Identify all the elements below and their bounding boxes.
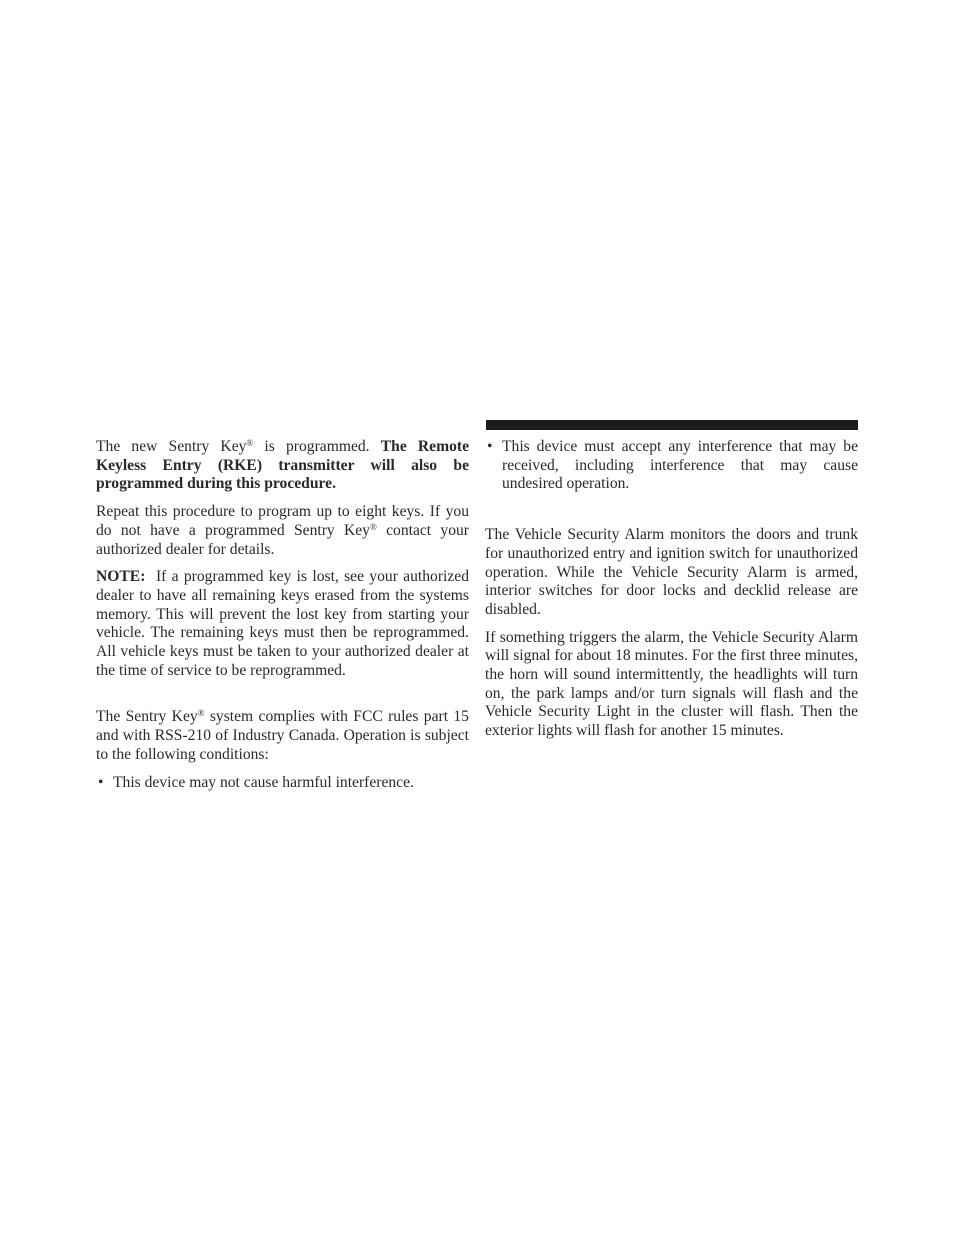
list-item: • This device may not cause harmful interference. (98, 773, 414, 791)
rke-bold-text: The Remote Keyless Entry (RKE) transmitter will also be programmed during this procedure. (96, 438, 469, 493)
alarm-trigger-paragraph: If something triggers the alarm, the Vehicle Security Alarm will signal for about 18 minutes. For the first three minutes, the horn will sound intermittently, the headlights will turn on, the park lamps and/or turn signals will flash and the Vehicle Security Light in the cluster will flash. Then the exterior lights will flash for another 15 minutes. (485, 628, 858, 740)
list-item: • This device must accept any interference that may be received, including interference that may cause undesired operation. (487, 438, 858, 493)
note-paragraph (96, 568, 469, 680)
right-column (485, 438, 858, 750)
registered-mark: ® (369, 521, 377, 532)
registered-mark: ® (197, 708, 205, 719)
alarm-monitor-paragraph: The Vehicle Security Alarm monitors the doors and trunk for unauthorized entry and ignition switch for unauthorized operation. While the Vehicle Security Alarm is armed, interior switches for door locks and decklid release are disabled. (485, 526, 858, 618)
programmed-paragraph: The new Sentry Key® is programmed. The Remote Keyless Entry (RKE) transmitter will also be programmed during this procedure. (96, 438, 469, 493)
note-label: NOTE: (96, 568, 146, 586)
bullet-glyph: • (487, 438, 493, 455)
repeat-paragraph: Repeat this procedure to program up to eight keys. If you do not have a programmed Sentry Key® contact your authorized dealer for details. (96, 503, 469, 558)
registered-mark: ® (246, 438, 254, 448)
bullet-glyph: • (98, 773, 104, 791)
section-header-bar (486, 420, 858, 430)
left-column (96, 438, 469, 801)
fcc-paragraph: The Sentry Key® system complies with FCC rules part 15 and with RSS-210 of Industry Canada. Operation is subject to the following conditions: (96, 708, 469, 763)
note-text: If a programmed key is lost, see your authorized dealer to have all remaining keys erased from the systems memory. This will prevent the lost key from starting your vehicle. The remaining keys must then be reprogrammed. All vehicle keys must be taken to your authorized dealer at the time of service to be reprogrammed. (96, 568, 469, 679)
